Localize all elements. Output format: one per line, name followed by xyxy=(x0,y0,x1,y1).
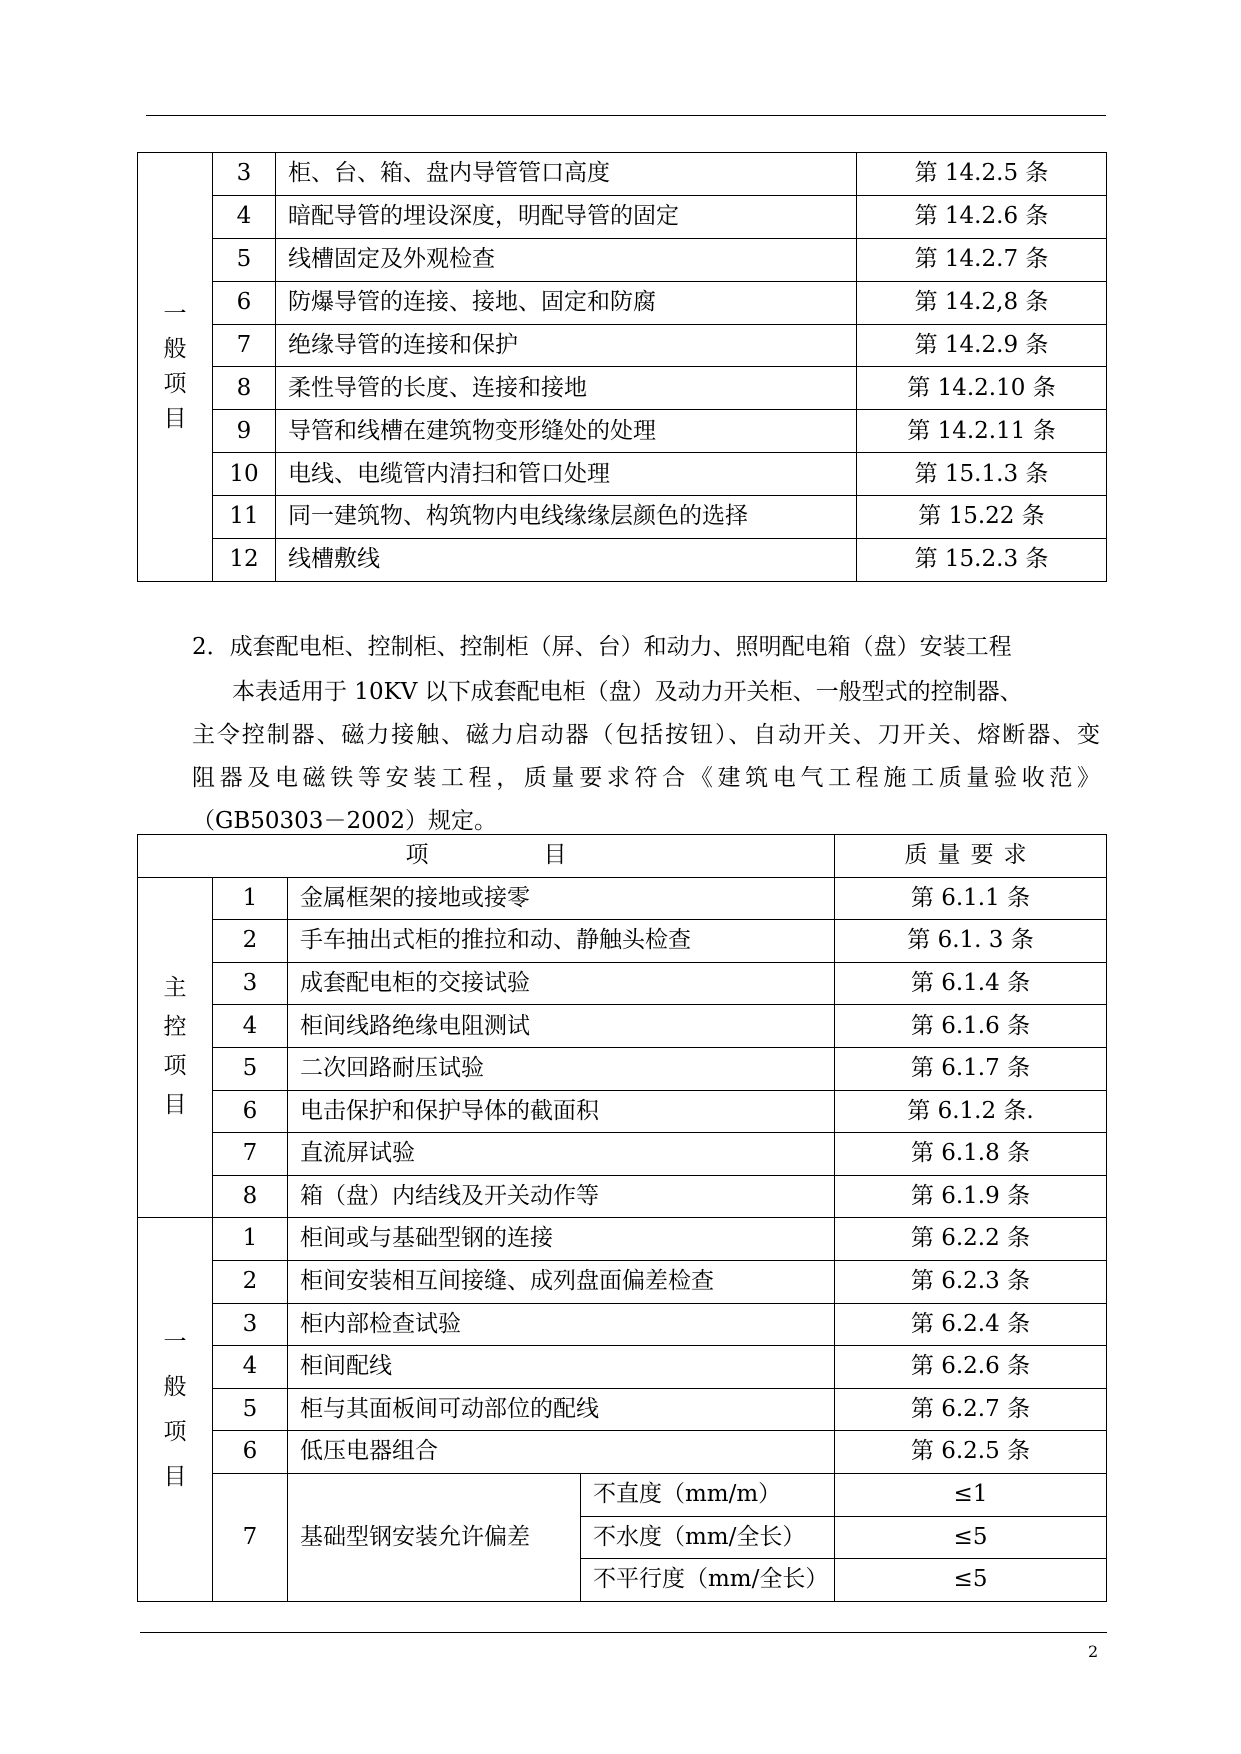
table-row xyxy=(138,1346,1107,1389)
row-requirement: 第 6.2.7 条 xyxy=(835,1388,1107,1431)
row-number: 11 xyxy=(213,496,276,539)
row-item: 直流屏试验 xyxy=(288,1133,835,1176)
table-row xyxy=(138,962,1107,1005)
category-char: 般 xyxy=(163,1373,187,1400)
row-requirement: 第 15.22 条 xyxy=(857,496,1107,539)
category-char: 目 xyxy=(163,1092,187,1119)
row-item: 手车抽出式柜的推拉和动、静触头检查 xyxy=(288,920,835,963)
row-item: 金属框架的接地或接零 xyxy=(288,877,835,920)
row-number: 7 xyxy=(213,1133,288,1176)
row-number: 4 xyxy=(213,1005,288,1048)
row-requirement: 第 15.2.3 条 xyxy=(857,539,1107,582)
category-char: 一 xyxy=(163,300,187,327)
category-char: 目 xyxy=(163,1463,187,1490)
section-paragraph xyxy=(192,671,1100,843)
row-requirement: 第 6.2.4 条 xyxy=(835,1303,1107,1346)
row-number: 1 xyxy=(213,1218,288,1261)
row-item: 线槽固定及外观检查 xyxy=(276,238,857,281)
table-row xyxy=(138,324,1107,367)
row-item: 基础型钢安装允许偏差 xyxy=(288,1473,581,1601)
row-requirement: 第 6.2.6 条 xyxy=(835,1346,1107,1389)
category-cell xyxy=(138,1218,213,1601)
deviation-subitem: 不水度（mm/全长） xyxy=(581,1516,835,1559)
row-number: 10 xyxy=(213,453,276,496)
row-requirement: 第 14.2.9 条 xyxy=(857,324,1107,367)
category-cell xyxy=(138,153,213,582)
row-number: 2 xyxy=(213,920,288,963)
table-row xyxy=(138,453,1107,496)
row-requirement: 第 14.2.7 条 xyxy=(857,238,1107,281)
paragraph-line: 本表适用于 10KV 以下成套配电柜（盘）及动力开关柜、一般型式的控制器、 xyxy=(232,679,1023,705)
row-item: 柜与其面板间可动部位的配线 xyxy=(288,1388,835,1431)
category-char: 项 xyxy=(163,1053,187,1080)
row-number: 7 xyxy=(213,324,276,367)
row-number: 4 xyxy=(213,195,276,238)
row-item: 柜、台、箱、盘内导管管口高度 xyxy=(276,153,857,196)
row-requirement: 第 6.1.6 条 xyxy=(835,1005,1107,1048)
deviation-value: ≤1 xyxy=(835,1473,1107,1516)
category-char: 主 xyxy=(163,975,187,1002)
row-item: 电线、电缆管内清扫和管口处理 xyxy=(276,453,857,496)
row-number: 5 xyxy=(213,1388,288,1431)
table-row xyxy=(138,195,1107,238)
row-item: 线槽敷线 xyxy=(276,539,857,582)
row-item: 导管和线槽在建筑物变形缝处的处理 xyxy=(276,410,857,453)
category-char: 一 xyxy=(163,1328,187,1355)
row-requirement: 第 6.1.8 条 xyxy=(835,1133,1107,1176)
row-number: 6 xyxy=(213,281,276,324)
header-item-char: 项 xyxy=(405,842,429,869)
row-item: 柜内部检查试验 xyxy=(288,1303,835,1346)
table-general-items-continued xyxy=(137,152,1107,582)
category-cell xyxy=(138,877,213,1218)
row-number: 7 xyxy=(213,1473,288,1601)
row-number: 3 xyxy=(213,962,288,1005)
row-item: 防爆导管的连接、接地、固定和防腐 xyxy=(276,281,857,324)
row-item: 同一建筑物、构筑物内电线缘缘层颜色的选择 xyxy=(276,496,857,539)
paragraph-line: 阻器及电磁铁等安装工程，质量要求符合《建筑电气工程施工质量验收范》 xyxy=(192,765,1100,791)
table-row xyxy=(138,367,1107,410)
row-requirement: 第 6.1.2 条. xyxy=(835,1090,1107,1133)
category-char: 项 xyxy=(163,370,187,397)
table-row xyxy=(138,1090,1107,1133)
deviation-subitem: 不平行度（mm/全长） xyxy=(581,1559,835,1602)
table-row xyxy=(138,877,1107,920)
paragraph-line: （GB50303－2002）规定。 xyxy=(192,808,497,834)
table-row xyxy=(138,1133,1107,1176)
header-item-char: 目 xyxy=(543,842,567,869)
row-requirement: 第 15.1.3 条 xyxy=(857,453,1107,496)
row-requirement: 第 6.1. 3 条 xyxy=(835,920,1107,963)
table-switchgear-installation xyxy=(137,834,1107,1602)
table-row xyxy=(138,1473,1107,1516)
row-item: 二次回路耐压试验 xyxy=(288,1047,835,1090)
row-number: 5 xyxy=(213,238,276,281)
row-requirement: 第 14.2,8 条 xyxy=(857,281,1107,324)
row-requirement: 第 6.1.1 条 xyxy=(835,877,1107,920)
row-number: 8 xyxy=(213,367,276,410)
category-char: 控 xyxy=(163,1014,187,1041)
header-quality: 质量要求 xyxy=(835,835,1107,878)
deviation-value: ≤5 xyxy=(835,1516,1107,1559)
table-row xyxy=(138,1260,1107,1303)
row-requirement: 第 6.2.5 条 xyxy=(835,1431,1107,1474)
row-number: 1 xyxy=(213,877,288,920)
row-item: 箱（盘）内结线及开关动作等 xyxy=(288,1175,835,1218)
table-row xyxy=(138,410,1107,453)
row-requirement: 第 6.1.7 条 xyxy=(835,1047,1107,1090)
row-item: 成套配电柜的交接试验 xyxy=(288,962,835,1005)
row-requirement: 第 14.2.11 条 xyxy=(857,410,1107,453)
row-item: 暗配导管的埋设深度，明配导管的固定 xyxy=(276,195,857,238)
table-header-row xyxy=(138,835,1107,878)
row-item: 柜间或与基础型钢的连接 xyxy=(288,1218,835,1261)
header-rule xyxy=(146,115,1106,116)
category-char: 目 xyxy=(163,405,187,432)
row-requirement: 第 14.2.10 条 xyxy=(857,367,1107,410)
paragraph-line: 主令控制器、磁力接触、磁力启动器（包括按钮）、自动开关、刀开关、熔断器、变 xyxy=(192,722,1100,748)
row-number: 5 xyxy=(213,1047,288,1090)
page-number: 2 xyxy=(1088,1642,1099,1661)
table-row xyxy=(138,1303,1107,1346)
table-row xyxy=(138,1218,1107,1261)
table-row xyxy=(138,281,1107,324)
row-number: 8 xyxy=(213,1175,288,1218)
row-number: 6 xyxy=(213,1431,288,1474)
deviation-subitem: 不直度（mm/m） xyxy=(581,1473,835,1516)
table-row xyxy=(138,1047,1107,1090)
header-item xyxy=(138,835,835,878)
row-requirement: 第 6.1.9 条 xyxy=(835,1175,1107,1218)
row-item: 电击保护和保护导体的截面积 xyxy=(288,1090,835,1133)
row-item: 低压电器组合 xyxy=(288,1431,835,1474)
table-row xyxy=(138,1175,1107,1218)
row-item: 柜间安装相互间接缝、成列盘面偏差检查 xyxy=(288,1260,835,1303)
section-title: 2．成套配电柜、控制柜、控制柜（屏、台）和动力、照明配电箱（盘）安装工程 xyxy=(192,634,1012,660)
row-requirement: 第 14.2.5 条 xyxy=(857,153,1107,196)
deviation-value: ≤5 xyxy=(835,1559,1107,1602)
table-row xyxy=(138,153,1107,196)
table-row xyxy=(138,920,1107,963)
row-item: 柜间配线 xyxy=(288,1346,835,1389)
row-number: 9 xyxy=(213,410,276,453)
table-row xyxy=(138,539,1107,582)
row-number: 4 xyxy=(213,1346,288,1389)
row-requirement: 第 14.2.6 条 xyxy=(857,195,1107,238)
table-row xyxy=(138,1388,1107,1431)
row-item: 柔性导管的长度、连接和接地 xyxy=(276,367,857,410)
row-requirement: 第 6.2.3 条 xyxy=(835,1260,1107,1303)
table-row xyxy=(138,238,1107,281)
row-number: 6 xyxy=(213,1090,288,1133)
row-requirement: 第 6.1.4 条 xyxy=(835,962,1107,1005)
row-number: 12 xyxy=(213,539,276,582)
row-item: 柜间线路绝缘电阻测试 xyxy=(288,1005,835,1048)
row-number: 2 xyxy=(213,1260,288,1303)
table-row xyxy=(138,1431,1107,1474)
category-char: 般 xyxy=(163,335,187,362)
footer-rule xyxy=(140,1632,1107,1633)
category-char: 项 xyxy=(163,1418,187,1445)
row-requirement: 第 6.2.2 条 xyxy=(835,1218,1107,1261)
row-item: 绝缘导管的连接和保护 xyxy=(276,324,857,367)
table-row xyxy=(138,1005,1107,1048)
row-number: 3 xyxy=(213,153,276,196)
table-row xyxy=(138,496,1107,539)
row-number: 3 xyxy=(213,1303,288,1346)
